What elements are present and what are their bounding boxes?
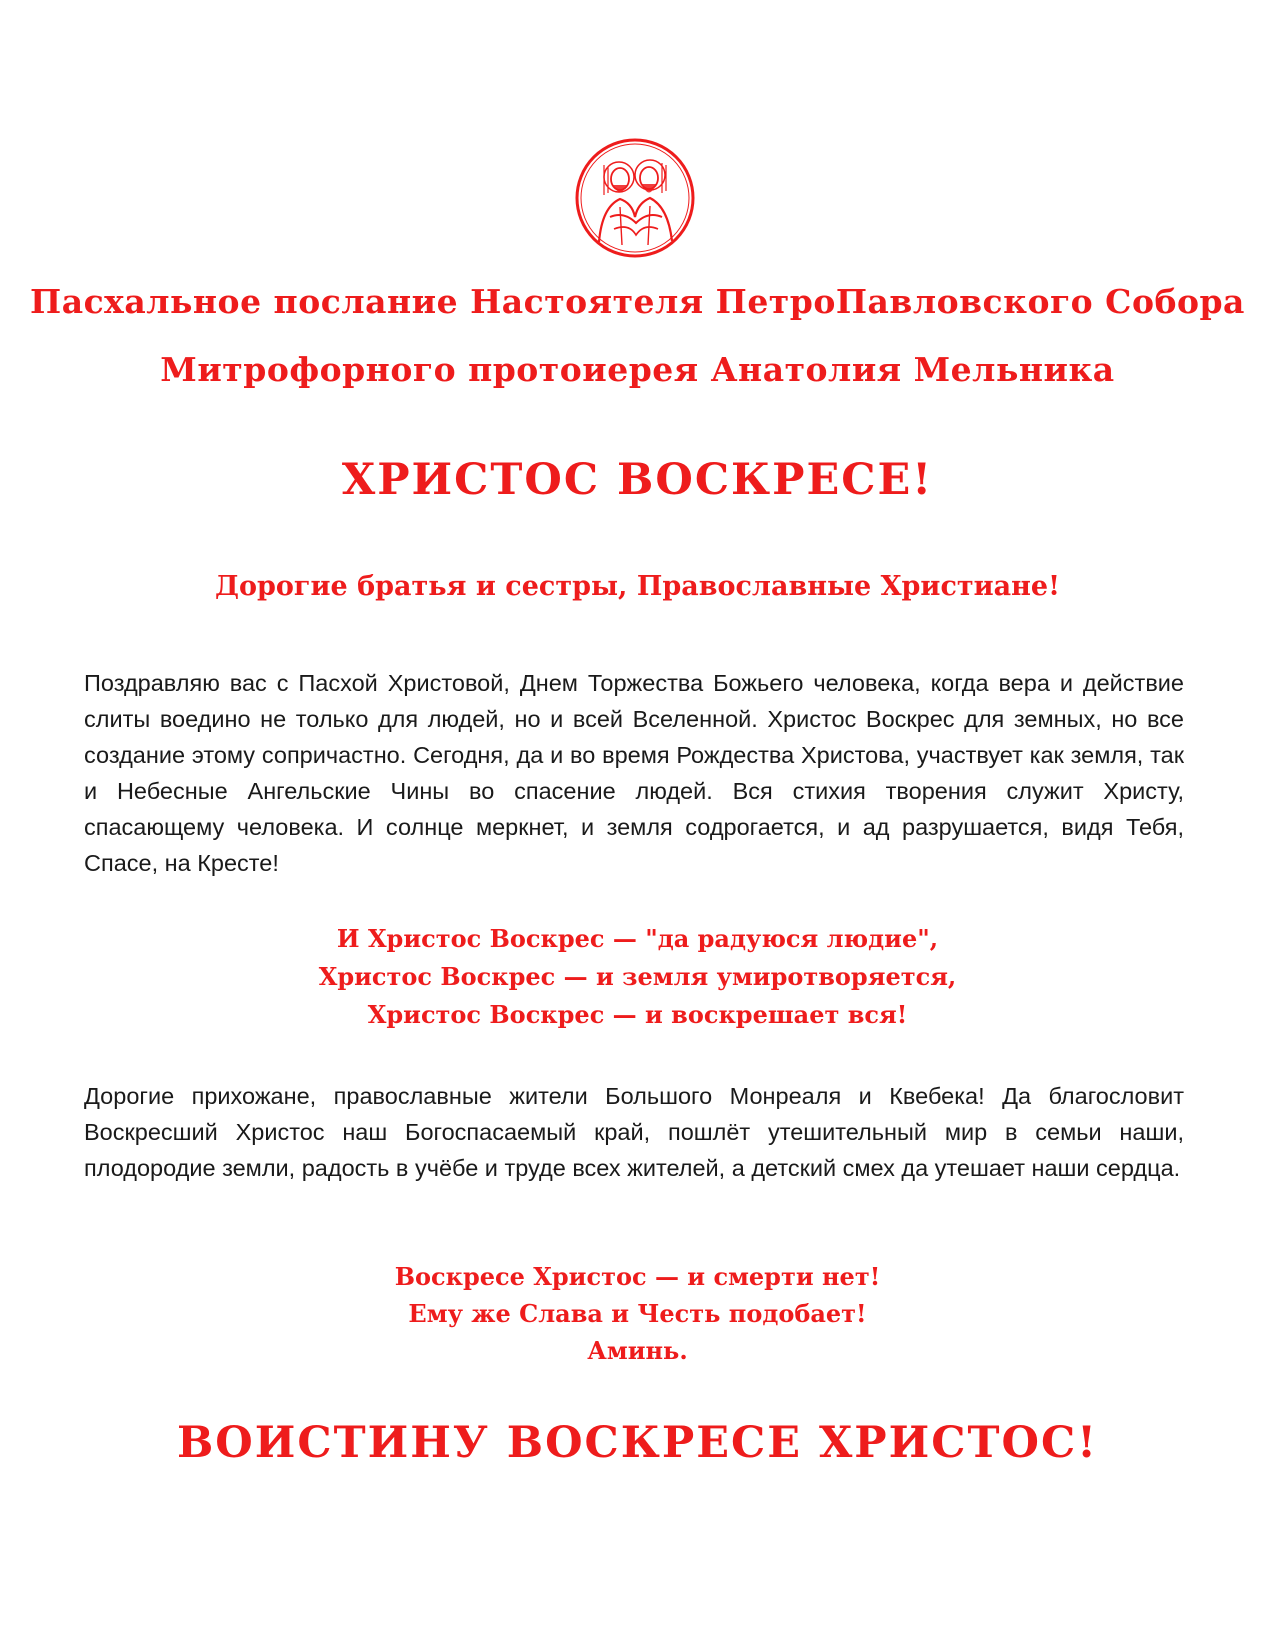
title-line-2: Митрофорного протоиерея Анатолия Мельника: [160, 350, 1115, 389]
poem-2: [0, 1258, 1275, 1369]
christ-is-risen-heading: ХРИСТОС ВОСКРЕСЕ!: [341, 455, 934, 505]
apostles-seal-icon: [574, 137, 696, 259]
poem-1: [0, 920, 1275, 1034]
poem-2-line-2: Ему же Слава и Честь подобает!: [408, 1299, 867, 1328]
paragraph-1: Поздравляю вас с Пасхой Христовой, Днем Торжества Божьего человека, когда вера и действие слиты воедино не только для людей, но и всей Вселенной. Христос Воскрес для земных, но все создание этому сопричастно. Сегодня, да и во время Рождества Христова, участвует как земля, так и Небесные Ангельские Чины во спасение людей. Вся стихия творения служит Христу, спасающему человека. И солнце меркнет, и земля содрогается, и ад разрушается, видя Тебя, Спасе, на Кресте!: [84, 670, 1184, 876]
greeting-heading: Дорогие братья и сестры, Православные Христиане!: [215, 571, 1060, 602]
title-line-1: Пасхальное послание Настоятеля ПетроПавловского Собора: [30, 282, 1245, 321]
paragraph-2: Дорогие прихожане, православные жители Большого Монреаля и Квебека! Да благословит Воскресший Христос наш Богоспасаемый край, пошлёт утешительный мир в семьи наши, плодородие земли, радость в учёбе и труде всех жителей, а детский смех да утешает наши сердца.: [84, 1083, 1184, 1181]
poem-1-line-2: Христос Воскрес — и земля умиротворяется,: [318, 962, 957, 991]
final-heading: ВОИСТИНУ ВОСКРЕСЕ ХРИСТОС!: [176, 1418, 1099, 1468]
poem-2-line-1: Воскресе Христос — и смерти нет!: [394, 1262, 881, 1291]
poem-1-line-3: Христос Воскрес — и воскрешает вся!: [367, 1000, 908, 1029]
poem-1-line-1: И Христос Воскрес — "да радуюся людие",: [336, 924, 939, 953]
poem-2-line-3: Аминь.: [587, 1336, 688, 1365]
